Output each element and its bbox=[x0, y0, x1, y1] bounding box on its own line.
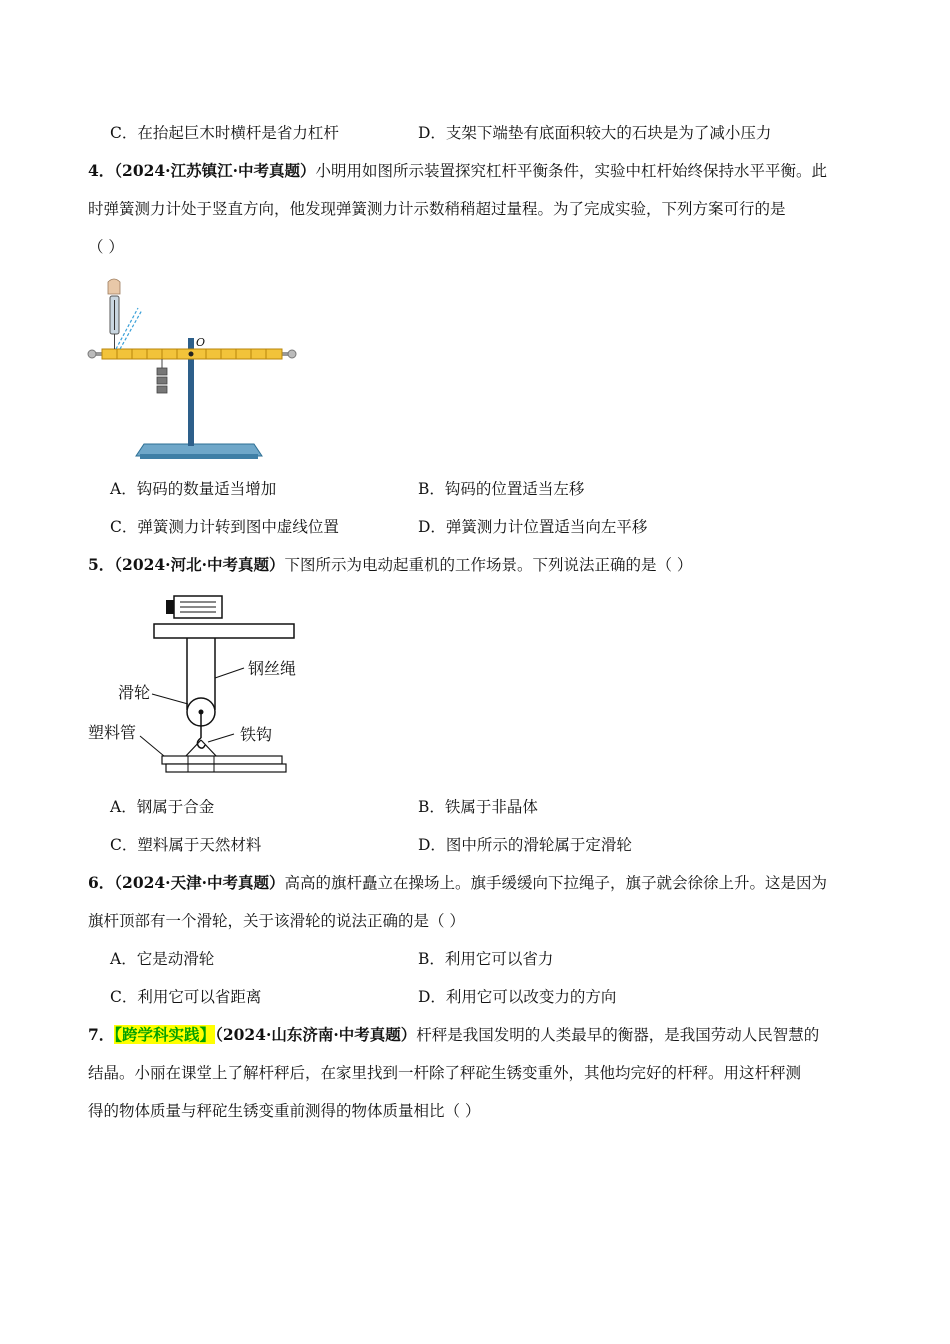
q4-stem-line2: 时弹簧测力计处于竖直方向，他发现弹簧测力计示数稍稍超过量程。为了完成实验，下列方案可行的是 bbox=[88, 200, 786, 218]
leader-wire bbox=[215, 668, 244, 678]
q5-source: （2024·河北·中考真题） bbox=[114, 555, 285, 574]
q5-stem bbox=[88, 554, 692, 576]
lever-end-knob-left bbox=[88, 350, 96, 358]
weight-3 bbox=[157, 386, 167, 393]
leader-hook bbox=[208, 734, 234, 742]
q5-text: 下图所示为电动起重机的工作场景。下列说法正确的是（ ） bbox=[284, 556, 693, 574]
q4-answer-blank: （ ） bbox=[88, 238, 124, 256]
q7-stem-line3: 得的物体质量与秤砣生锈变重前测得的物体质量相比（ ） bbox=[88, 1102, 481, 1120]
q6-source: （2024·天津·中考真题） bbox=[114, 873, 285, 892]
q7-text-1: 杆秤是我国发明的人类最早的衡器，是我国劳动人民智慧的 bbox=[416, 1026, 820, 1044]
q5-option-a[interactable]: A．钢属于合金 bbox=[110, 798, 215, 816]
q4-source: （2024·江苏镇江·中考真题） bbox=[114, 161, 316, 180]
plastic-pipe-2 bbox=[166, 764, 286, 772]
q6-option-c[interactable]: C．利用它可以省距离 bbox=[110, 988, 262, 1006]
leader-pipe bbox=[140, 736, 164, 756]
q4-option-d[interactable]: D．弹簧测力计位置适当向左平移 bbox=[418, 518, 648, 536]
q4-option-b[interactable]: B．钩码的位置适当左移 bbox=[418, 480, 585, 498]
q6-stem-line2: 旗杆顶部有一个滑轮，关于该滑轮的说法正确的是（ ） bbox=[88, 912, 465, 930]
q5-number: 5． bbox=[88, 555, 115, 574]
q7-number: 7． bbox=[88, 1025, 115, 1044]
label-steel-wire: 钢丝绳 bbox=[248, 659, 297, 678]
q7-tag: 【跨学科实践】 bbox=[114, 1025, 216, 1044]
q6-number: 6． bbox=[88, 873, 115, 892]
label-pulley: 滑轮 bbox=[118, 683, 151, 702]
q4-number: 4． bbox=[88, 161, 115, 180]
q6-stem-line1 bbox=[88, 872, 827, 894]
lever-pivot bbox=[189, 352, 194, 357]
crane-beam bbox=[154, 624, 294, 638]
plastic-pipe-1 bbox=[162, 756, 282, 764]
q5-option-c[interactable]: C．塑料属于天然材料 bbox=[110, 836, 262, 854]
q4-option-a[interactable]: A．钩码的数量适当增加 bbox=[110, 480, 277, 498]
leader-pulley bbox=[152, 694, 188, 704]
label-plastic-pipe: 塑料管 bbox=[88, 723, 137, 742]
lever-end-knob-right bbox=[288, 350, 296, 358]
q7-stem-line1 bbox=[88, 1024, 819, 1046]
q3-option-c[interactable]: C．在抬起巨木时横杆是省力杠杆 bbox=[110, 124, 339, 142]
stand-base-edge bbox=[140, 454, 258, 459]
q7-source: （2024·山东济南·中考真题） bbox=[215, 1025, 417, 1044]
q6-text-1: 高高的旗杆矗立在操场上。旗手缓缓向下拉绳子，旗子就会徐徐上升。这是因为 bbox=[284, 874, 827, 892]
label-iron-hook: 铁钩 bbox=[240, 725, 273, 744]
hand bbox=[108, 279, 120, 294]
q4-option-c[interactable]: C．弹簧测力计转到图中虚线位置 bbox=[110, 518, 339, 536]
q5-option-b[interactable]: B．铁属于非晶体 bbox=[418, 798, 538, 816]
q3-option-d[interactable]: D．支架下端垫有底面积较大的石块是为了减小压力 bbox=[418, 124, 772, 142]
q6-option-d[interactable]: D．利用它可以改变力的方向 bbox=[418, 988, 617, 1006]
q4-lever-figure bbox=[84, 276, 304, 466]
q5-option-d[interactable]: D．图中所示的滑轮属于定滑轮 bbox=[418, 836, 632, 854]
pulley-axle bbox=[199, 710, 204, 715]
pivot-label-o: O bbox=[196, 336, 206, 349]
q4-text-1: 小明用如图所示装置探究杠杆平衡条件，实验中杠杆始终保持水平平衡。此 bbox=[315, 162, 827, 180]
weight-1 bbox=[157, 368, 167, 375]
weight-2 bbox=[157, 377, 167, 384]
q7-stem-line2: 结晶。小丽在课堂上了解杆秤后，在家里找到一杆除了秤砣生锈变重外，其他均完好的杆秤。用这杆秤测 bbox=[88, 1064, 802, 1082]
dashed-position-2 bbox=[120, 310, 142, 349]
q6-option-b[interactable]: B．利用它可以省力 bbox=[418, 950, 554, 968]
q6-option-a[interactable]: A．它是动滑轮 bbox=[110, 950, 215, 968]
q4-stem-line1 bbox=[88, 160, 827, 182]
motor-cap bbox=[166, 600, 174, 614]
